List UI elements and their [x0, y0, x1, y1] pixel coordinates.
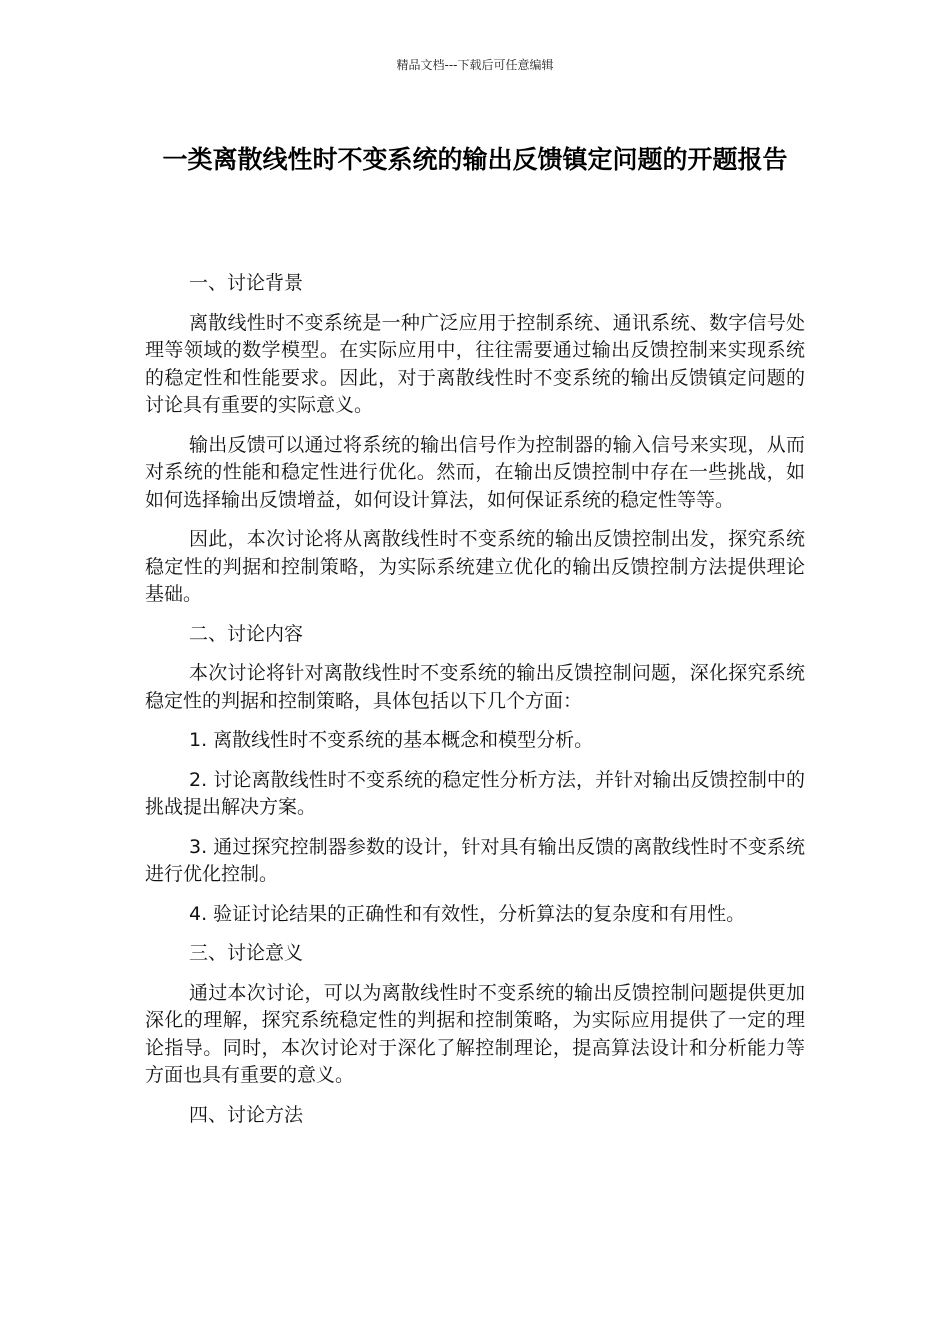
section-heading-content: 二、讨论内容: [189, 622, 304, 645]
paragraph: 因此，本次讨论将从离散线性时不变系统的输出反馈控制出发，探究系统稳定性的判据和控制策略，为实际系统建立优化的输出反馈控制方法提供理论基础。: [145, 528, 805, 605]
paragraph: 本次讨论将针对离散线性时不变系统的输出反馈控制问题，深化探究系统稳定性的判据和控制策略，具体包括以下几个方面：: [145, 662, 805, 712]
section-heading-method: 四、讨论方法: [189, 1103, 304, 1126]
section-heading-significance: 三、讨论意义: [189, 942, 304, 964]
page-header-watermark: 精品文档---下载后可任意编辑: [396, 58, 554, 72]
paragraph: 输出反馈可以通过将系统的输出信号作为控制器的输入信号来实现，从而对系统的性能和稳定性进行优化。然而，在输出反馈控制中存在一些挑战，如如何选择输出反馈增益，如何设计算法，如何保证系统的稳定性等等。: [145, 433, 805, 511]
list-item: 4. 验证讨论结果的正确性和有效性，分析算法的复杂度和有用性。: [189, 902, 746, 925]
section-heading-background: 一、讨论背景: [189, 272, 304, 294]
list-item: 3. 通过探究控制器参数的设计，针对具有输出反馈的离散线性时不变系统进行优化控制。: [145, 835, 805, 885]
paragraph: 离散线性时不变系统是一种广泛应用于控制系统、通讯系统、数字信号处理等领域的数学模型。在实际应用中，往往需要通过输出反馈控制来实现系统的稳定性和性能要求。因此，对于离散线性时不变系统的输出反馈镇定问题的讨论具有重要的实际意义。: [145, 311, 805, 416]
document-body: [145, 270, 805, 1129]
list-item: 2. 讨论离散线性时不变系统的稳定性分析方法，并针对输出反馈控制中的挑战提出解决方案。: [145, 768, 805, 818]
paragraph: 通过本次讨论，可以为离散线性时不变系统的输出反馈控制问题提供更加深化的理解，探究系统稳定性的判据和控制策略，为实际应用提供了一定的理论指导。同时，本次讨论对于深化了解控制理论，提高算法设计和分析能力等方面也具有重要的意义。: [145, 981, 805, 1086]
list-item: 1. 离散线性时不变系统的基本概念和模型分析。: [189, 729, 594, 751]
document-title: 一类离散线性时不变系统的输出反馈镇定问题的开题报告: [162, 145, 788, 174]
